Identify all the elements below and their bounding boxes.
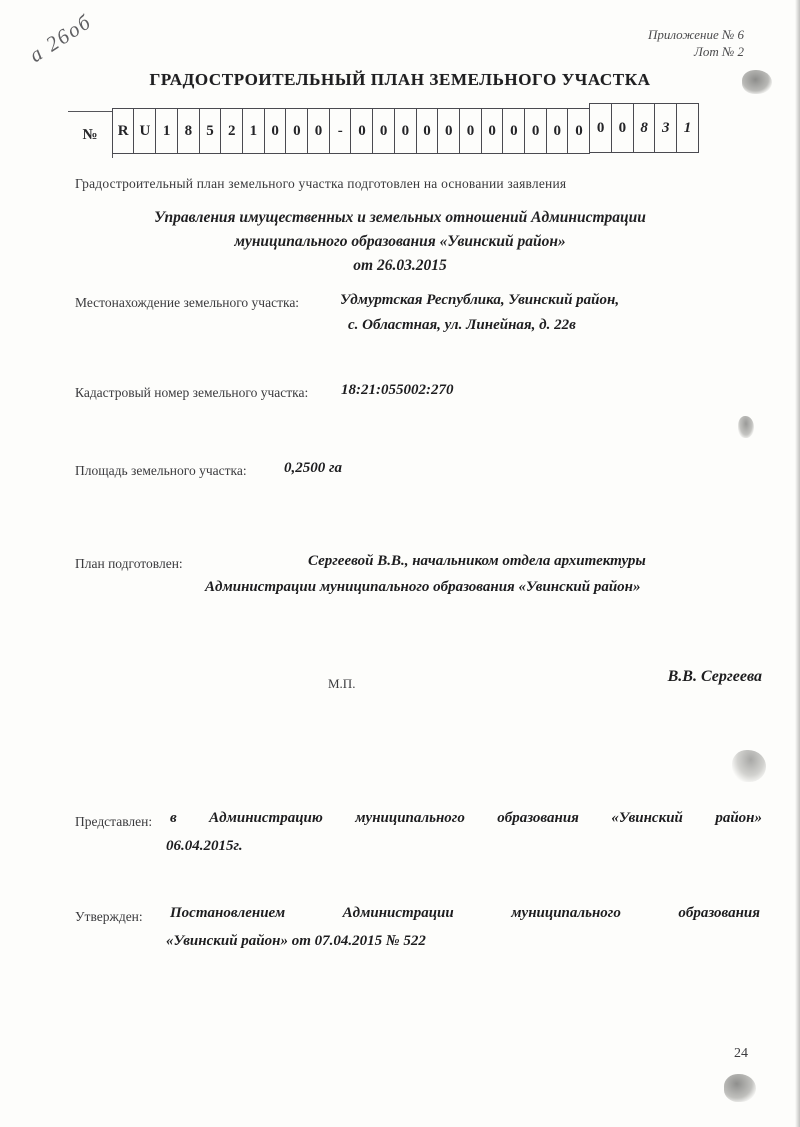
number-cell: 3 bbox=[654, 103, 677, 153]
location-value-line1: Удмуртская Республика, Увинский район, bbox=[340, 292, 620, 308]
number-cell: 5 bbox=[199, 108, 222, 154]
number-cell: 0 bbox=[437, 108, 460, 154]
number-cell: R bbox=[112, 108, 135, 154]
cadastral-number-label: Кадастровый номер земельного участка: bbox=[75, 385, 309, 400]
applicant-line2: муниципального образования «Увинский район» bbox=[234, 233, 566, 250]
page-number: 24 bbox=[734, 1046, 748, 1061]
number-cell: U bbox=[133, 108, 156, 154]
submitted-line1: в Администрацию муниципального образования «Увинский район» bbox=[170, 810, 762, 826]
page-edge-shadow bbox=[795, 0, 800, 1127]
number-cell: 0 bbox=[502, 108, 525, 154]
number-sign-label: № bbox=[68, 111, 113, 158]
approved-line1: Постановлением Администрации муниципального образования bbox=[170, 905, 760, 921]
number-cell: 0 bbox=[459, 108, 482, 154]
number-cell: 0 bbox=[567, 108, 590, 154]
cadastral-number-value: 18:21:055002:270 bbox=[341, 382, 454, 398]
scan-smudge-top-right bbox=[742, 70, 772, 94]
number-cell: 0 bbox=[350, 108, 373, 154]
number-cell: 0 bbox=[416, 108, 439, 154]
area-value: 0,2500 га bbox=[284, 460, 343, 476]
page-title: ГРАДОСТРОИТЕЛЬНЫЙ ПЛАН ЗЕМЕЛЬНОГО УЧАСТКА bbox=[149, 70, 651, 89]
scan-smudge-mid-right bbox=[738, 416, 754, 438]
number-cell: 2 bbox=[220, 108, 243, 154]
applicant-line1: Управления имущественных и земельных отношений Администрации bbox=[154, 209, 646, 226]
approved-line2: «Увинский район» от 07.04.2015 № 522 bbox=[166, 933, 426, 949]
corner-note-line1: Приложение № 6 bbox=[647, 27, 744, 42]
number-cell: 0 bbox=[611, 103, 634, 153]
number-cell: 1 bbox=[242, 108, 265, 154]
prepared-by-label: План подготовлен: bbox=[75, 556, 183, 571]
number-cell: 0 bbox=[307, 108, 330, 154]
number-cell: 0 bbox=[264, 108, 287, 154]
number-cell: 8 bbox=[633, 103, 656, 153]
location-label: Местонахождение земельного участка: bbox=[75, 295, 300, 310]
approved-label: Утвержден: bbox=[75, 909, 143, 924]
applicant-date: от 26.03.2015 bbox=[353, 257, 447, 274]
number-cells bbox=[113, 108, 699, 158]
number-cell: 0 bbox=[285, 108, 308, 154]
number-cell: 0 bbox=[589, 103, 612, 153]
number-cell: 0 bbox=[481, 108, 504, 154]
corner-note-line2: Лот № 2 bbox=[694, 44, 744, 59]
document-number-row bbox=[68, 108, 699, 158]
number-cell: 0 bbox=[372, 108, 395, 154]
basis-intro-text: Градостроительный план земельного участка подготовлен на основании заявления bbox=[75, 176, 567, 191]
number-cell: 8 bbox=[177, 108, 200, 154]
scan-smudge-lower-right bbox=[732, 750, 766, 782]
corner-note bbox=[648, 26, 744, 60]
stamp-place-label: М.П. bbox=[328, 676, 356, 691]
prepared-by-line1: Сергеевой В.В., начальником отдела архитектуры bbox=[308, 553, 646, 569]
area-label: Площадь земельного участка: bbox=[75, 463, 247, 478]
submitted-line2: 06.04.2015г. bbox=[166, 838, 243, 854]
applicant-block bbox=[0, 206, 800, 278]
number-cell: 1 bbox=[155, 108, 178, 154]
signer-name: В.В. Сергеева bbox=[667, 668, 762, 685]
number-cell: 0 bbox=[546, 108, 569, 154]
submitted-label: Представлен: bbox=[75, 814, 153, 829]
number-cell: - bbox=[329, 108, 352, 154]
number-cell: 1 bbox=[676, 103, 699, 153]
prepared-by-line2: Администрации муниципального образования «Увинский район» bbox=[205, 579, 641, 595]
scan-smudge-bottom-right bbox=[724, 1074, 756, 1102]
number-cell: 0 bbox=[394, 108, 417, 154]
handwritten-note: а 26об bbox=[24, 9, 97, 68]
number-cell: 0 bbox=[524, 108, 547, 154]
location-value-line2: с. Областная, ул. Линейная, д. 22в bbox=[348, 317, 576, 333]
